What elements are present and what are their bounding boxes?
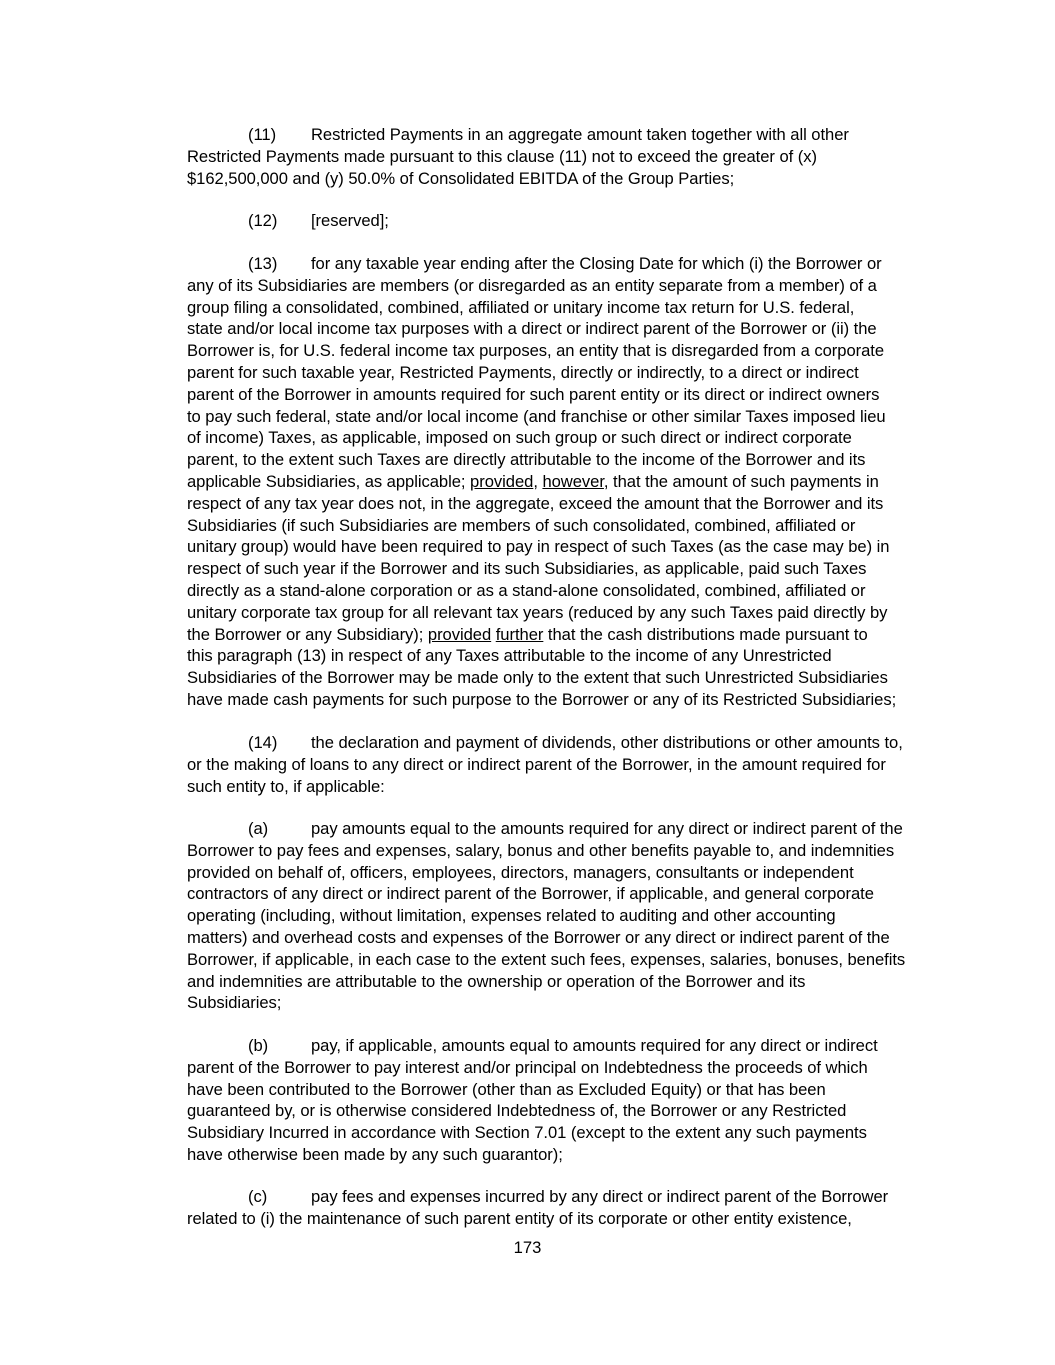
- text-line: [187, 992, 932, 1014]
- text-segment: directly as a stand-alone corporation or as a stand-alone consolidated, combined, affiliated or: [187, 580, 866, 600]
- text-line: [187, 905, 932, 927]
- text-segment: that the cash distributions made pursuant to: [543, 624, 868, 644]
- text-segment: guaranteed by, or is otherwise considered Indebtedness of, the Borrower or any Restricted: [187, 1101, 847, 1121]
- paragraph-number: (14): [248, 733, 278, 752]
- text-segment: $162,500,000 and (y) 50.0% of Consolidated EBITDA of the Group Parties;: [187, 168, 735, 188]
- paragraph-c: [187, 1186, 932, 1230]
- text-segment: Subsidiaries;: [187, 993, 282, 1013]
- text-line: [187, 536, 932, 558]
- text-segment: such entity to, if applicable:: [187, 776, 385, 796]
- text-segment: of income) Taxes, as applicable, imposed on such group or such direct or indirect corporate: [187, 428, 852, 448]
- text-line: [187, 493, 932, 515]
- text-line: [187, 297, 932, 319]
- text-segment: pay, if applicable, amounts equal to amounts required for any direct or indirect: [311, 1036, 878, 1055]
- text-line: [187, 818, 932, 840]
- text-segment: respect of such year if the Borrower and its such Subsidiaries, as applicable, paid such Taxes: [187, 559, 867, 579]
- paragraph-number: (a): [248, 819, 269, 838]
- text-line: [187, 645, 932, 667]
- text-line: [187, 253, 932, 275]
- text-line: [187, 624, 932, 646]
- text-segment: matters) and overhead costs and expenses of the Borrower or any direct or indirect parent of the: [187, 927, 890, 947]
- text-segment: [reserved];: [311, 211, 389, 230]
- text-segment: parent for such taxable year, Restricted Payments, directly or indirectly, to a direct or indirect: [187, 362, 859, 382]
- paragraph-a: [187, 818, 932, 1014]
- text-line: [187, 602, 932, 624]
- text-segment: parent of the Borrower to pay interest and/or principal on Indebtedness the proceeds of which: [187, 1057, 868, 1077]
- text-line: [187, 776, 932, 798]
- text-segment: applicable Subsidiaries, as applicable;: [187, 471, 471, 491]
- text-line: [187, 362, 932, 384]
- paragraph-number: (b): [248, 1036, 269, 1055]
- text-line: [187, 406, 932, 428]
- text-segment: Subsidiaries (if such Subsidiaries are members of such consolidated, combined, affiliated or: [187, 515, 856, 535]
- text-line: [187, 168, 932, 190]
- paragraph-number: (13): [248, 254, 278, 273]
- paragraph-number: (c): [248, 1187, 268, 1206]
- text-line: [187, 1186, 932, 1208]
- text-line: [187, 883, 932, 905]
- text-segment: provided on behalf of, officers, employees, directors, managers, consultants or independent: [187, 862, 854, 882]
- paragraph-13: [187, 253, 932, 711]
- text-line: [187, 146, 932, 168]
- text-segment: for any taxable year ending after the Closing Date for which (i) the Borrower or: [311, 254, 882, 273]
- text-line: [187, 689, 932, 711]
- text-segment: Restricted Payments made pursuant to this clause (11) not to exceed the greater of (x): [187, 146, 817, 166]
- text-line: [187, 210, 932, 232]
- text-line: [187, 1122, 932, 1144]
- text-line: [187, 340, 932, 362]
- text-segment: contractors of any direct or indirect parent of the Borrower, if applicable, and general corporate: [187, 884, 874, 904]
- text-segment: respect of any tax year does not, in the aggregate, exceed the amount that the Borrower and its: [187, 493, 884, 513]
- text-line: [187, 667, 932, 689]
- text-segment: parent, to the extent such Taxes are directly attributable to the income of the Borrower and its: [187, 450, 866, 470]
- underlined-term: provided: [470, 471, 534, 491]
- underlined-term: provided: [427, 624, 492, 644]
- text-segment: parent of the Borrower in amounts required for such parent entity or its direct or indirect owners: [187, 384, 880, 404]
- text-line: [187, 1144, 932, 1166]
- text-line: [187, 1057, 932, 1079]
- text-line: [187, 427, 932, 449]
- text-segment: unitary group) would have been required to pay in respect of such Taxes (as the case may be) in: [187, 537, 890, 557]
- text-segment: any of its Subsidiaries are members (or disregarded as an entity separate from a member) of a: [187, 275, 877, 295]
- text-segment: have otherwise been made by any such guarantor);: [187, 1144, 563, 1164]
- text-line: [187, 275, 932, 297]
- paragraph-number: (12): [248, 211, 278, 230]
- text-segment: the Borrower or any Subsidiary);: [187, 624, 428, 644]
- paragraph-b: [187, 1035, 932, 1166]
- text-line: [187, 558, 932, 580]
- text-line: [187, 449, 932, 471]
- paragraph-14: [187, 732, 932, 797]
- paragraph-12: [187, 210, 932, 232]
- text-segment: have been contributed to the Borrower (other than as Excluded Equity) or that has been: [187, 1079, 826, 1099]
- text-segment: pay fees and expenses incurred by any direct or indirect parent of the Borrower: [311, 1187, 889, 1206]
- text-line: [187, 1035, 932, 1057]
- text-segment: state and/or local income tax purposes with a direct or indirect parent of the Borrower or (ii) the: [187, 319, 877, 339]
- page-number: 173: [513, 1238, 542, 1257]
- text-line: [187, 1208, 932, 1230]
- text-line: [187, 1100, 932, 1122]
- text-segment: Subsidiaries of the Borrower may be made only to the extent that such Unrestricted Subsidiaries: [187, 668, 888, 688]
- text-line: [187, 862, 932, 884]
- text-line: [187, 927, 932, 949]
- text-segment: Borrower to pay fees and expenses, salary, bonus and other benefits payable to, and indemnities: [187, 840, 895, 860]
- text-segment: pay amounts equal to the amounts required for any direct or indirect parent of the: [311, 819, 903, 838]
- text-segment: Restricted Payments in an aggregate amount taken together with all other: [311, 125, 849, 144]
- text-segment: or the making of loans to any direct or indirect parent of the Borrower, in the amount required for: [187, 754, 886, 774]
- text-segment: to pay such federal, state and/or local income (and franchise or other similar Taxes imposed lieu: [187, 406, 886, 426]
- text-line: [187, 124, 932, 146]
- text-segment: related to (i) the maintenance of such parent entity of its corporate or other entity existence,: [187, 1208, 852, 1228]
- paragraph-11: [187, 124, 932, 189]
- text-line: [187, 840, 932, 862]
- underlined-term: however: [542, 471, 604, 491]
- text-line: [187, 949, 932, 971]
- text-segment: unitary corporate tax group for all relevant tax years (reduced by any such Taxes paid directly by: [187, 602, 888, 622]
- text-segment: Subsidiary Incurred in accordance with Section 7.01 (except to the extent any such payments: [187, 1123, 867, 1143]
- underlined-term: further: [495, 624, 544, 644]
- text-segment: operating (including, without limitation, expenses related to auditing and other accounting: [187, 906, 836, 926]
- text-segment: group filing a consolidated, combined, affiliated or unitary income tax return for U.S. federal,: [187, 297, 855, 317]
- text-segment: the declaration and payment of dividends, other distributions or other amounts to,: [311, 733, 903, 752]
- text-segment: and indemnities are attributable to the ownership or operation of the Borrower and its: [187, 971, 806, 991]
- paragraph-number: (11): [248, 125, 277, 144]
- text-line: [187, 754, 932, 776]
- text-segment: Borrower is, for U.S. federal income tax purposes, an entity that is disregarded from a corporate: [187, 341, 885, 361]
- text-line: [187, 471, 932, 493]
- text-segment: this paragraph (13) in respect of any Taxes attributable to the income of any Unrestricted: [187, 646, 832, 666]
- text-line: [187, 580, 932, 602]
- text-line: [187, 971, 932, 993]
- text-line: [187, 318, 932, 340]
- text-segment: ,: [533, 471, 543, 491]
- text-line: [187, 1079, 932, 1101]
- text-line: [187, 384, 932, 406]
- text-segment: , that the amount of such payments in: [603, 471, 879, 491]
- text-line: [187, 732, 932, 754]
- text-segment: Borrower, if applicable, in each case to the extent such fees, expenses, salaries, bonuses, benefits: [187, 949, 906, 969]
- text-line: [187, 515, 932, 537]
- text-segment: have made cash payments for such purpose to the Borrower or any of its Restricted Subsidiaries;: [187, 689, 897, 709]
